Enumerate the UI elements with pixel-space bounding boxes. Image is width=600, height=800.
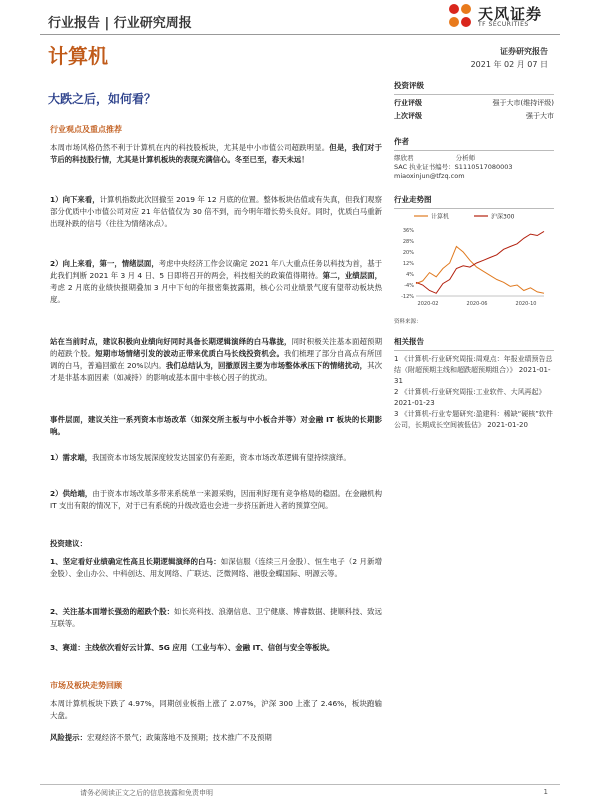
related-item[interactable]: 1 《计算机-行业研究周报:周观点：年报业绩预告总结（附超预期主线和超跌超预期组合）》 2021-01-31 xyxy=(394,355,553,385)
current-emphasis-2: 短期市场情绪引发的波动正带来优质白马长线投资机会。 xyxy=(95,349,284,358)
rating-key: 行业评级 xyxy=(394,99,422,107)
logo-text: 天风证券 xyxy=(478,5,543,23)
paragraph-intro xyxy=(50,142,382,166)
report-date: 2021 年 02 月 07 日 xyxy=(470,60,548,69)
upside-point-2: 第二，业绩层面， xyxy=(322,271,382,280)
x-tick-label: 2020-02 xyxy=(417,301,439,307)
invest-item-3 xyxy=(50,642,382,654)
upside-text-1: 考虑中央经济工作会议确定 2021 年八大重点任务以科技为首，基于此我们判断 2021 年 3 月 4 日、5 日即将召开的两会，科技相关的政策值得期待。 xyxy=(50,259,382,280)
intro-text: 本周市场风格仍然不利于计算机在内的科技股板块，尤其是中小市值公司超跌明显。 xyxy=(50,143,330,152)
rating-divider xyxy=(394,94,554,95)
header-divider xyxy=(40,34,560,35)
rating-key: 上次评级 xyxy=(394,112,422,120)
company-logo xyxy=(446,2,556,32)
current-text-2: 我们梳理了部分自高点有所回调的白马，普遍回撤在 20%以内。 xyxy=(50,349,382,370)
invest-title: 投资建议： xyxy=(50,539,87,548)
footer-disclaimer: 请务必阅读正文之后的信息披露和免责申明 xyxy=(80,789,213,797)
trend-block xyxy=(394,194,554,209)
current-emphasis-1: 站在当前时点，建议积极向业绩向好同时具备长期逻辑演绎的白马靠拢， xyxy=(50,337,292,346)
rating-value: 强于大市 xyxy=(526,112,554,120)
series-line xyxy=(416,247,544,294)
paragraph-demand xyxy=(50,452,382,464)
invest-1-label: 1、坚定看好业绩确定性高且长期逻辑演绎的白马： xyxy=(50,557,221,566)
current-text-3: 其次才是非基本面因素（如减持）的影响或基本面中非核心因子的扰动。 xyxy=(50,361,382,382)
upside-point-1: 第一，情绪层面， xyxy=(99,259,159,268)
invest-heading xyxy=(50,538,382,550)
x-tick-label: 2020-10 xyxy=(515,301,537,307)
invest-2-label: 2、关注基本面增长强劲的超跌个股： xyxy=(50,607,175,616)
market-text: 本周计算机板块下跌了 4.97%，同期创业板指上涨了 2.07%，沪深 300 上涨了 2.46%，板块跑输大盘。 xyxy=(50,699,382,720)
analyst-cert: SAC 执业证书编号：S1110517080003 xyxy=(394,163,513,171)
invest-item-1 xyxy=(50,556,382,580)
x-tick-label: 2020-06 xyxy=(466,301,488,307)
paragraph-downside xyxy=(50,194,382,230)
current-text-1: 同时积极关注基本面超预期的超跌个股。 xyxy=(50,337,382,358)
paragraph-upside xyxy=(50,258,382,306)
trend-title: 行业走势图 xyxy=(394,195,432,204)
supply-label: 2）供给端， xyxy=(50,489,93,498)
analyst-title: 作者 xyxy=(394,137,409,146)
y-tick-label: -12% xyxy=(401,294,414,300)
paragraph-current xyxy=(50,336,382,384)
current-emphasis-3: 我们总结认为，回撤原因主要为市场整体承压下的情绪扰动， xyxy=(165,361,368,370)
rating-row xyxy=(394,111,554,124)
chart-source: 资料来源： xyxy=(394,319,422,325)
risk-label: 风险提示： xyxy=(50,733,87,742)
y-tick-label: -4% xyxy=(404,283,414,289)
upside-label: 2）向上来看， xyxy=(50,259,100,268)
related-item[interactable]: 2 《计算机-行业研究周报:工业软件、大风再起》 2021-01-23 xyxy=(394,388,546,407)
analyst-divider xyxy=(394,150,554,151)
rating-title: 投资评级 xyxy=(394,81,424,90)
analyst-email[interactable]: miaoxinjun@tfzq.com xyxy=(394,172,465,180)
risk-text: 宏观经济不景气；政策落地不及预期；技术推广不及预期 xyxy=(86,733,272,742)
analyst-block xyxy=(394,136,554,181)
section-heading-views: 行业观点及重点推荐 xyxy=(50,125,122,134)
analyst-name: 缪欣君 xyxy=(394,154,414,162)
paragraph-event xyxy=(50,414,382,438)
page-number: 1 xyxy=(543,788,548,796)
paragraph-supply xyxy=(50,488,382,512)
y-tick-label: 36% xyxy=(402,228,414,234)
logo-mark-icon xyxy=(446,2,474,30)
trend-chart xyxy=(394,208,554,312)
supply-text: 由于资本市场改革多带来系统单一来源采购，因而利好现有竞争格局的稳固。在金融机构 IT 支出有限的情况下，对于已有系统的升级改造也会进一步挤压新进入者的预算空间。 xyxy=(50,489,382,510)
legend-label: 沪深300 xyxy=(491,213,515,221)
related-block xyxy=(394,336,554,431)
paragraph-market xyxy=(50,698,382,722)
y-tick-label: 28% xyxy=(402,239,414,245)
invest-item-2 xyxy=(50,606,382,630)
related-title: 相关报告 xyxy=(394,337,424,346)
legend-label: 计算机 xyxy=(431,213,450,221)
analyst-name-row xyxy=(394,154,554,163)
section-heading-market: 市场及板块走势回顾 xyxy=(50,681,122,690)
invest-1-text: 如深信服（连续三月金股）、恒生电子（2 月新增金股）、金山办公、中科创达、用友网络、广联达、泛微网络、港股金蝶国际、明源云等。 xyxy=(50,557,382,578)
report-type: 证券研究报告 xyxy=(500,47,548,56)
invest-3-text: 3、赛道：主线依次看好云计算、5G 应用（工业与车）、金融 IT、信创与安全等板块。 xyxy=(50,643,335,652)
analyst-role: 分析师 xyxy=(455,154,476,162)
related-divider xyxy=(394,350,554,351)
related-item[interactable]: 3 《计算机-行业专题研究:盈建科：稀缺“硬核”软件公司，长期成长空间被低估》 2021-01-20 xyxy=(394,410,553,429)
downside-text: 计算机指数此次回撤至 2019 年 12 月底的位置。整体板块估值或有失真，但我们观察部分优质中小市值公司对应 21 年估值仅为 30 倍不到，而今明年增长势头良好。同时，优质白马重新出现补跌的信号（往往为情绪冰点）。 xyxy=(50,195,382,228)
report-category: 行业报告 | 行业研究周报 xyxy=(48,16,192,31)
y-tick-label: 20% xyxy=(402,250,414,256)
invest-2-text: 如长亮科技、浪潮信息、卫宁健康、博睿数据、捷顺科技、致远互联等。 xyxy=(50,607,382,628)
logo-subtext: TF SECURITIES xyxy=(478,21,529,28)
series-line xyxy=(416,231,544,293)
rating-value: 强于大市(维持评级) xyxy=(492,99,554,107)
rating-row xyxy=(394,98,554,111)
downside-label: 1）向下来看， xyxy=(50,195,100,204)
intro-emphasis: 但是，我们对于节后的科技股行情，尤其是计算机板块的表现充满信心。冬至已至，春天未远！ xyxy=(50,143,382,164)
footer-divider xyxy=(40,784,560,785)
rating-block xyxy=(394,80,554,124)
y-tick-label: 12% xyxy=(402,261,414,267)
event-text: 事件层面，建议关注一系列资本市场改革（如深交所主板与中小板合并等）对金融 IT 板块的长期影响。 xyxy=(50,415,382,436)
demand-label: 1）需求端， xyxy=(50,453,93,462)
paragraph-risk xyxy=(50,732,382,744)
report-subtitle: 大跌之后，如何看？ xyxy=(48,92,157,106)
y-tick-label: 4% xyxy=(406,272,414,278)
page-title: 计算机 xyxy=(48,44,108,68)
upside-text-2: 考虑 2 月底的业绩快报期叠加 3 月中下旬的年报密集披露期，核心公司业绩景气度有望带动板块热度。 xyxy=(50,283,382,304)
demand-text: 我国资本市场发展深度较发达国家仍有差距，资本市场改革逻辑有望持续演绎。 xyxy=(92,453,351,462)
